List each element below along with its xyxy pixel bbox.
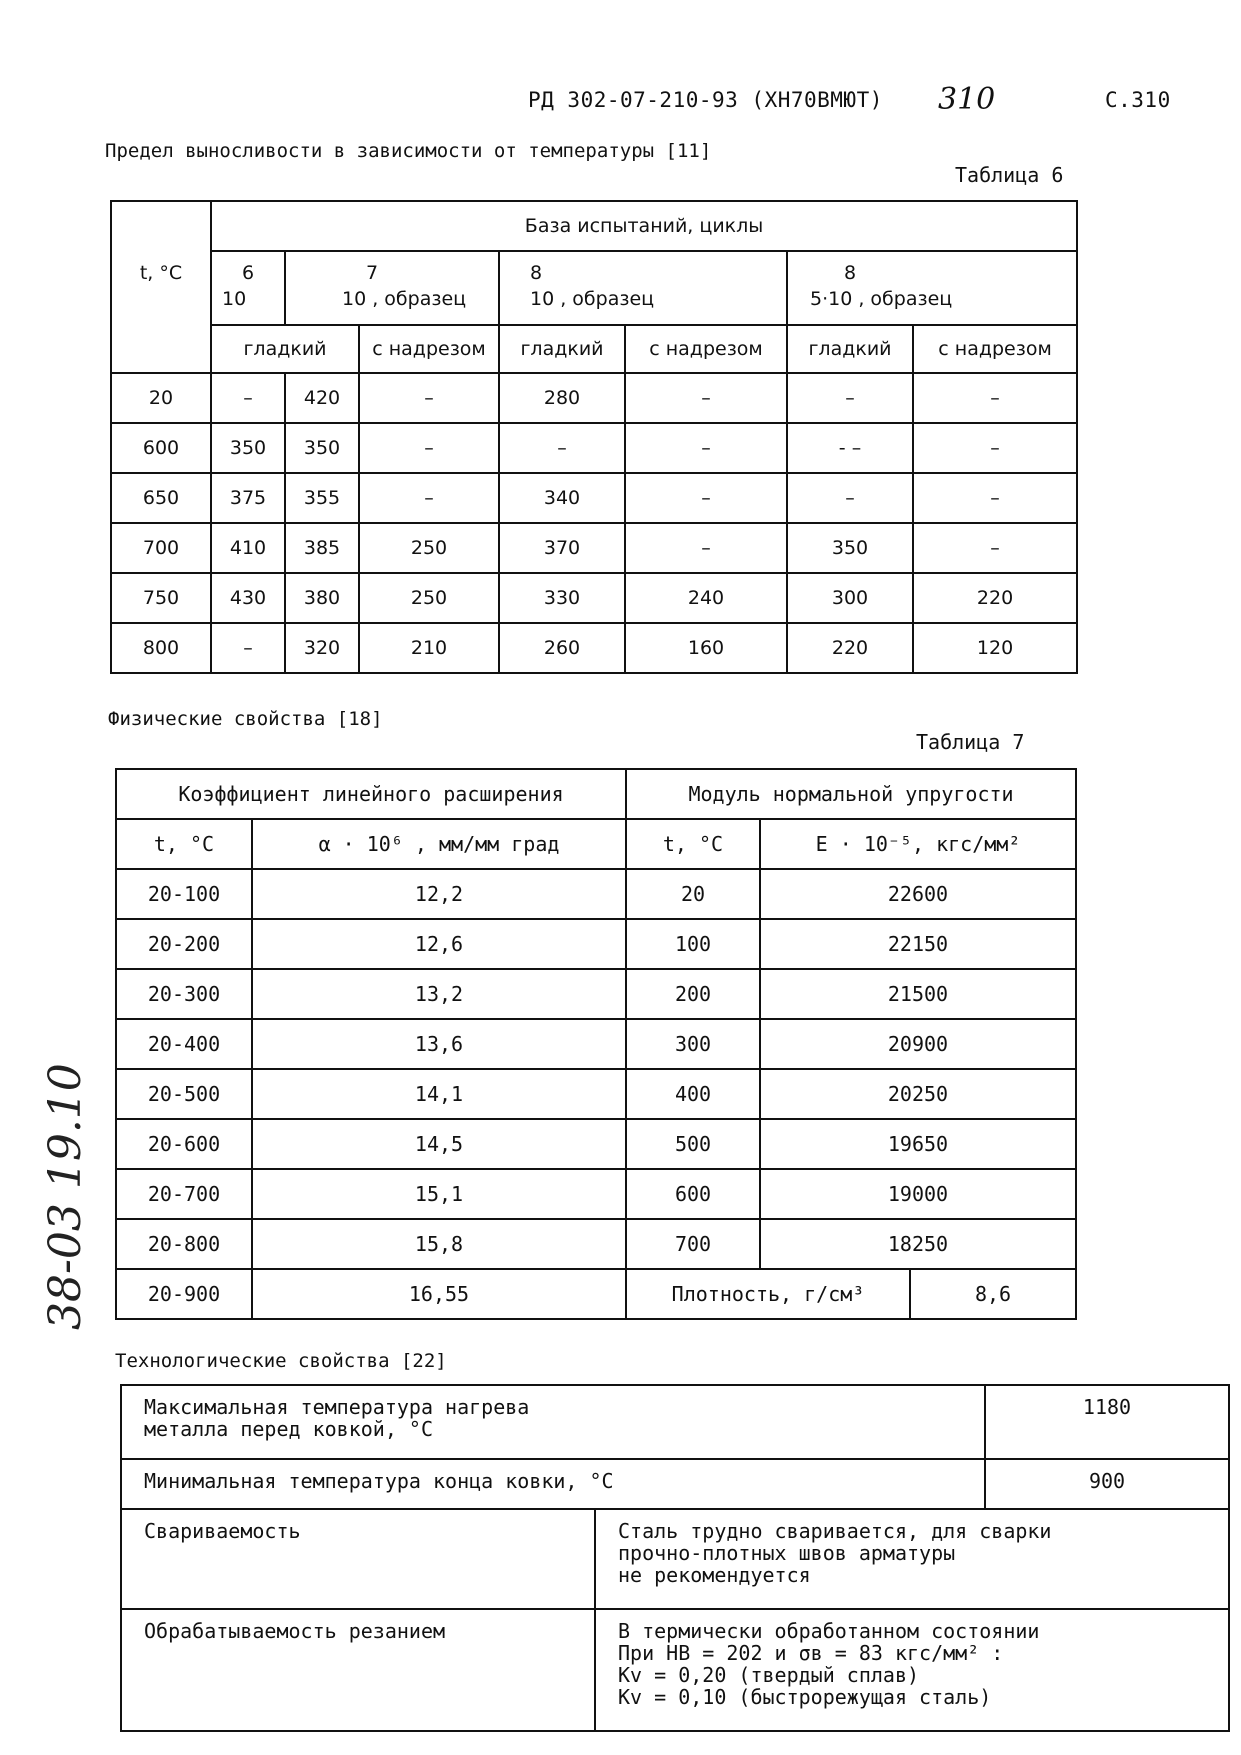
value-cell: – xyxy=(787,473,913,523)
value-cell: 385 xyxy=(285,523,359,573)
value-cell: 300 xyxy=(787,573,913,623)
temperature-cell: 400 xyxy=(626,1069,760,1119)
table-row xyxy=(111,573,1077,623)
technological-properties-table xyxy=(120,1384,1230,1732)
temp-range-cell: 20-100 xyxy=(116,869,252,919)
sub-notch: с надрезом xyxy=(913,325,1077,373)
machinability-label: Обрабатываемость резанием xyxy=(121,1609,595,1731)
page-number: С.310 xyxy=(1105,88,1171,112)
temp-range-cell: 20-800 xyxy=(116,1219,252,1269)
physical-properties-table xyxy=(115,768,1077,1320)
modulus-cell: 21500 xyxy=(760,969,1076,1019)
table7-section-title: Физические свойства [18] xyxy=(108,708,383,730)
table-row xyxy=(116,1169,1076,1219)
modulus-cell: 22600 xyxy=(760,869,1076,919)
temperature-cell: 650 xyxy=(111,473,211,523)
value-cell: 430 xyxy=(211,573,285,623)
table-row xyxy=(111,473,1077,523)
temp-range-cell: 20-900 xyxy=(116,1269,252,1319)
table-row xyxy=(116,869,1076,919)
alpha-cell: 12,6 xyxy=(252,919,626,969)
alpha-cell: 12,2 xyxy=(252,869,626,919)
value-cell: – xyxy=(913,473,1077,523)
alpha-cell: 15,8 xyxy=(252,1219,626,1269)
temperature-cell: 700 xyxy=(626,1219,760,1269)
sub-notch: с надрезом xyxy=(359,325,499,373)
value-cell: – xyxy=(913,373,1077,423)
value-cell: 220 xyxy=(913,573,1077,623)
value-cell: – xyxy=(913,523,1077,573)
value-cell: 330 xyxy=(499,573,625,623)
temp-range-cell: 20-500 xyxy=(116,1069,252,1119)
value-cell: 320 xyxy=(285,623,359,673)
value-cell: 375 xyxy=(211,473,285,523)
table-row xyxy=(116,1219,1076,1269)
value-cell: – xyxy=(625,373,787,423)
temperature-cell: 600 xyxy=(626,1169,760,1219)
col-alpha: α · 10⁶ , мм/мм град xyxy=(252,819,626,869)
value-cell: – xyxy=(787,373,913,423)
machinability-line: Kv = 0,10 (быстрорежущая сталь) xyxy=(618,1685,992,1709)
expansion-header: Коэффициент линейного расширения xyxy=(116,769,626,819)
col-modulus: Е · 10⁻⁵, кгс/мм² xyxy=(760,819,1076,869)
value-cell: - – xyxy=(787,423,913,473)
value-cell: – xyxy=(211,373,285,423)
density-label: Плотность, г/см³ xyxy=(626,1269,910,1319)
alpha-cell: 13,6 xyxy=(252,1019,626,1069)
value-cell: 210 xyxy=(359,623,499,673)
handwritten-margin-note: 38-03 19.10 xyxy=(40,1063,91,1330)
value-cell: 350 xyxy=(787,523,913,573)
base-cell-4: 8 5·10 , образец xyxy=(787,251,1077,325)
min-forging-temp-label: Минимальная температура конца ковки, °С xyxy=(121,1459,985,1509)
alpha-cell: 13,2 xyxy=(252,969,626,1019)
value-cell: – xyxy=(359,473,499,523)
modulus-cell: 18250 xyxy=(760,1219,1076,1269)
handwritten-page-number: 310 xyxy=(938,82,996,117)
machinability-line: При НВ = 202 и σв = 83 кгс/мм² : xyxy=(618,1641,1004,1665)
table6-section-title: Предел выносливости в зависимости от температуры [11] xyxy=(105,140,712,162)
alpha-cell: 14,1 xyxy=(252,1069,626,1119)
modulus-cell: 19650 xyxy=(760,1119,1076,1169)
temperature-cell: 20 xyxy=(626,869,760,919)
value-cell: – xyxy=(625,523,787,573)
max-forging-temp-label xyxy=(121,1385,985,1459)
alpha-cell: 14,5 xyxy=(252,1119,626,1169)
col-temperature: t, °С xyxy=(626,819,760,869)
table-row xyxy=(116,1119,1076,1169)
value-cell: 160 xyxy=(625,623,787,673)
min-forging-temp-value: 900 xyxy=(985,1459,1229,1509)
value-cell: 410 xyxy=(211,523,285,573)
table-row xyxy=(116,1019,1076,1069)
temperature-cell: 20 xyxy=(111,373,211,423)
test-base-header: База испытаний, циклы xyxy=(211,201,1077,251)
temperature-cell: 750 xyxy=(111,573,211,623)
sub-smooth: гладкий xyxy=(211,325,359,373)
tech-section-title: Технологические свойства [22] xyxy=(115,1350,447,1372)
table-row xyxy=(116,969,1076,1019)
temperature-cell: 600 xyxy=(111,423,211,473)
value-cell: 380 xyxy=(285,573,359,623)
temperature-cell: 700 xyxy=(111,523,211,573)
row-header-temperature: t, °C xyxy=(111,201,211,373)
value-cell: 120 xyxy=(913,623,1077,673)
table-row xyxy=(116,1069,1076,1119)
machinability-value xyxy=(595,1609,1229,1731)
elasticity-header: Модуль нормальной упругости xyxy=(626,769,1076,819)
temp-range-cell: 20-700 xyxy=(116,1169,252,1219)
max-forging-temp-value: 1180 xyxy=(985,1385,1229,1459)
modulus-cell: 19000 xyxy=(760,1169,1076,1219)
weldability-label: Свариваемость xyxy=(121,1509,595,1609)
modulus-cell: 20250 xyxy=(760,1069,1076,1119)
temp-range-cell: 20-600 xyxy=(116,1119,252,1169)
value-cell: 280 xyxy=(499,373,625,423)
value-cell: – xyxy=(359,423,499,473)
value-cell: – xyxy=(499,423,625,473)
weldability-line: Сталь трудно сваривается, для сварки xyxy=(618,1519,1052,1543)
machinability-line: Kv = 0,20 (твердый сплав) xyxy=(618,1663,920,1687)
value-cell: 260 xyxy=(499,623,625,673)
col-temperature-range: t, °С xyxy=(116,819,252,869)
value-cell: 220 xyxy=(787,623,913,673)
fatigue-limit-table xyxy=(110,200,1078,674)
table-row xyxy=(111,373,1077,423)
temperature-cell: 500 xyxy=(626,1119,760,1169)
table-row xyxy=(111,423,1077,473)
value-cell: – xyxy=(913,423,1077,473)
table-row xyxy=(111,523,1077,573)
temperature-cell: 200 xyxy=(626,969,760,1019)
value-cell: – xyxy=(211,623,285,673)
sub-notch: с надрезом xyxy=(625,325,787,373)
alpha-cell: 15,1 xyxy=(252,1169,626,1219)
modulus-cell: 20900 xyxy=(760,1019,1076,1069)
base-cell-2: 7 10 , образец xyxy=(285,251,499,325)
density-value: 8,6 xyxy=(910,1269,1076,1319)
temperature-cell: 800 xyxy=(111,623,211,673)
value-cell: – xyxy=(625,473,787,523)
weldability-line: прочно-плотных швов арматуры xyxy=(618,1541,956,1565)
weldability-line: не рекомендуется xyxy=(618,1563,811,1587)
value-cell: 350 xyxy=(211,423,285,473)
max-forging-temp-label-line: Максимальная температура нагрева xyxy=(144,1395,530,1419)
temp-range-cell: 20-400 xyxy=(116,1019,252,1069)
temp-range-cell: 20-200 xyxy=(116,919,252,969)
value-cell: 370 xyxy=(499,523,625,573)
sub-smooth: гладкий xyxy=(787,325,913,373)
temperature-cell: 100 xyxy=(626,919,760,969)
value-cell: 420 xyxy=(285,373,359,423)
machinability-line: В термически обработанном состоянии xyxy=(618,1619,1040,1643)
value-cell: – xyxy=(359,373,499,423)
sub-smooth: гладкий xyxy=(499,325,625,373)
document-code: РД 302-07-210-93 (ХН70ВМЮТ) xyxy=(528,88,883,112)
table-row xyxy=(111,623,1077,673)
value-cell: 250 xyxy=(359,573,499,623)
value-cell: – xyxy=(625,423,787,473)
value-cell: 250 xyxy=(359,523,499,573)
value-cell: 350 xyxy=(285,423,359,473)
temperature-cell: 300 xyxy=(626,1019,760,1069)
value-cell: 355 xyxy=(285,473,359,523)
table6-caption: Таблица 6 xyxy=(955,163,1064,187)
value-cell: 240 xyxy=(625,573,787,623)
temp-range-cell: 20-300 xyxy=(116,969,252,1019)
alpha-cell: 16,55 xyxy=(252,1269,626,1319)
weldability-value xyxy=(595,1509,1229,1609)
max-forging-temp-label-line: металла перед ковкой, °С xyxy=(144,1417,433,1441)
base-cell-3: 8 10 , образец xyxy=(499,251,787,325)
modulus-cell: 22150 xyxy=(760,919,1076,969)
table7-caption: Таблица 7 xyxy=(916,730,1025,754)
table-row xyxy=(116,919,1076,969)
value-cell: 340 xyxy=(499,473,625,523)
base-cell-1: 6 10 xyxy=(211,251,285,325)
